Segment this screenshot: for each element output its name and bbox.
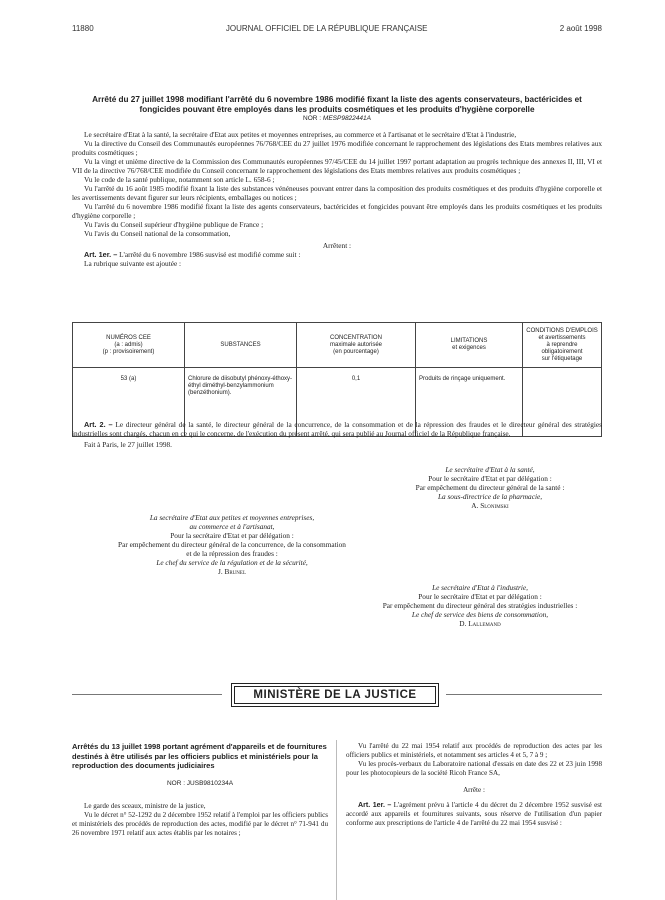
fait-a-paris: Fait à Paris, le 27 juillet 1998. bbox=[84, 440, 172, 449]
decree-body bbox=[72, 130, 602, 268]
decree2-title: Arrêtés du 13 juillet 1998 portant agrément d'appareils et de fournitures destinés à être utilisés par les officiers publics et ministériels pour la reproduction des documents judiciaires bbox=[72, 742, 327, 770]
decree2-paragraph: Vu les procès-verbaux du Laboratoire national d'essais en date des 22 et 23 juin 1998 pour les photocopieurs de la société Ricoh France SA, bbox=[346, 760, 602, 777]
decree2-right-column bbox=[346, 742, 602, 828]
decree-nor bbox=[72, 115, 602, 122]
header-conditions: CONDITIONS D'EMPLOIS et avertissements à reprendre obligatoirement sur l'étiquetage bbox=[523, 323, 602, 368]
ministry-heading: MINISTÈRE DE LA JUSTICE bbox=[231, 683, 439, 707]
cell-concentration: 0,1 bbox=[297, 368, 416, 437]
arretent-label: Arrêtent : bbox=[322, 241, 352, 250]
signatory-name: D. Lallemand bbox=[459, 619, 501, 628]
article-1 bbox=[72, 250, 602, 259]
decree2-paragraph: Vu l'arrêté du 22 mai 1954 relatif aux procédés de reproduction des actes par les officiers publics et ministériels, et notamment ses articles 4 et 5, 7 à 9 ; bbox=[346, 742, 602, 759]
decree2-article-1-label: Art. 1er. – bbox=[358, 801, 392, 809]
column-divider bbox=[336, 740, 337, 900]
article-1-text: L'arrêté du 6 novembre 1986 susvisé est modifié comme suit : bbox=[119, 250, 301, 259]
decree2-article-1-text: L'agrément prévu à l'article 4 du décret du 2 décembre 1952 susvisé est accordé aux appareils et fournitures suivants, sous réserve de l'utilisation d'un papier conforme aux prescriptions de l'article 4 de l'arrêté du 22 mai 1954 susvisé : bbox=[346, 801, 602, 827]
intro-paragraph: Vu l'avis du Conseil national de la consommation, bbox=[84, 229, 231, 238]
nor-label: NOR : bbox=[303, 115, 322, 122]
publication-date: 2 août 1998 bbox=[559, 24, 602, 33]
header-concentration: CONCENTRATION maximale autorisée (en pourcentage) bbox=[297, 323, 416, 368]
cell-cee-number: 53 (a) bbox=[73, 368, 185, 437]
intro-paragraph: Vu le code de la santé publique, notamment son article L. 658-6 ; bbox=[84, 175, 275, 184]
decree2-paragraph: Vu le décret n° 52-1292 du 2 décembre 1952 relatif à l'emploi par les officiers publics et ministériels des procédés de reproduction des actes, modifié par le décret n° 71-941 du 26 novembre 1971 relatif aux actes établis par les notaires ; bbox=[72, 810, 328, 837]
intro-paragraph: Vu l'arrêté du 6 novembre 1986 modifié fixant la liste des agents conservateurs, bactéricides et fongicides pouvant être employés dans les produits cosmétiques et les produits d'hygiène corporelle ; bbox=[72, 202, 602, 220]
intro-paragraph: Vu la directive du Conseil des Communautés européennes 76/768/CEE du 27 juillet 1976 modifiée concernant le rapprochement des législations des Etats membres relatives aux produits cosmétiques ; bbox=[72, 139, 602, 157]
article-1-label: Art. 1er. – bbox=[84, 250, 118, 259]
decree2-paragraph: Le garde des sceaux, ministre de la justice, bbox=[84, 801, 206, 810]
signature-sante: Le secrétaire d'Etat à la santé, Pour le secrétaire d'Etat et par délégation : Par empêchement du directeur général de la santé : La sous-directrice de la pharmacie, A. Slonimski bbox=[375, 465, 605, 510]
article-2-text: Le directeur général de la santé, le directeur général de la concurrence, de la consommation et de la répression des fraudes et le directeur général des stratégies industrielles sont chargés, chacun en ce qui le concerne, de l'exécution du présent arrêté, qui sera publié au Journal officiel de la République française. bbox=[72, 420, 602, 438]
journal-title: JOURNAL OFFICIEL DE LA RÉPUBLIQUE FRANÇAISE bbox=[225, 24, 428, 33]
decree2-nor: NOR : JUSB9810234A bbox=[166, 779, 234, 787]
article-2 bbox=[72, 420, 602, 449]
header-limitations: LIMITATIONS et exigences bbox=[416, 323, 523, 368]
signatory-name: J. Brunel bbox=[217, 567, 247, 576]
decree-title: Arrêté du 27 juillet 1998 modifiant l'arrêté du 6 novembre 1986 modifié fixant la liste des agents conservateurs, bactéricides et fongicides pouvant être employés dans les produits cosmétiques et les produits d'hygiène corporelle bbox=[92, 95, 582, 114]
cell-limitations: Produits de rinçage uniquement. bbox=[416, 368, 523, 437]
divider bbox=[446, 694, 602, 695]
divider bbox=[72, 694, 222, 695]
intro-paragraph: Vu l'arrêté du 16 août 1985 modifié fixant la liste des substances vénéneuses pouvant entrer dans la composition des produits cosmétiques et des produits d'hygiène corporelle et les avertissements devant figurer sur leurs récipients, emballages ou notices ; bbox=[72, 184, 602, 202]
decree2-left-column bbox=[72, 742, 328, 838]
decree2-arrete-label: Arrête : bbox=[463, 786, 485, 794]
article-2-label: Art. 2. – bbox=[84, 420, 113, 429]
header-cee-numbers: NUMÉROS CEE (a : admis) (p : provisoirement) bbox=[73, 323, 185, 368]
nor-code: MESP9822441A bbox=[322, 115, 371, 122]
article-1-sub: La rubrique suivante est ajoutée : bbox=[84, 259, 182, 268]
signatory-name: A. Slonimski bbox=[471, 501, 509, 510]
cell-substance: Chlorure de diisobutyl phénoxy-éthoxy-éthyl diméthyl-benzylammonium (benzéthonium). bbox=[185, 368, 297, 437]
signature-industrie: Le secrétaire d'Etat à l'industrie, Pour le secrétaire d'Etat et par délégation : Par empêchement du directeur général des stratégies industrielles : Le chef de service des biens de consommation, D. Lallemand bbox=[340, 583, 620, 628]
header-substances: SUBSTANCES bbox=[185, 323, 297, 368]
intro-paragraph: Vu la vingt et unième directive de la Commission des Communautés européennes 97/45/CEE du 14 juillet 1997 portant adaptation au progrès technique des annexes II, III, VI et VII de la directive 76/768/CEE modifiée du Conseil concernant le rapprochement des législations des Etats membres relatives aux produits cosmétiques ; bbox=[72, 157, 602, 175]
intro-paragraph: Vu l'avis du Conseil supérieur d'hygiène publique de France ; bbox=[84, 220, 264, 229]
table-header-row bbox=[73, 323, 602, 368]
intro-paragraph: Le secrétaire d'Etat à la santé, la secrétaire d'Etat aux petites et moyennes entreprises, au commerce et à l'artisanat et le secrétaire d'Etat à l'industrie, bbox=[84, 130, 517, 139]
page-number: 11880 bbox=[72, 24, 94, 33]
page-header bbox=[72, 24, 602, 33]
signature-commerce: La secrétaire d'Etat aux petites et moyennes entreprises, au commerce et à l'artisanat, Pour la secrétaire d'Etat et par délégation : Par empêchement du directeur général de la concurrence, de la consommation et de la répression des fraudes : Le chef du service de la régulation et de la sécurité, J. Brunel bbox=[72, 513, 392, 576]
